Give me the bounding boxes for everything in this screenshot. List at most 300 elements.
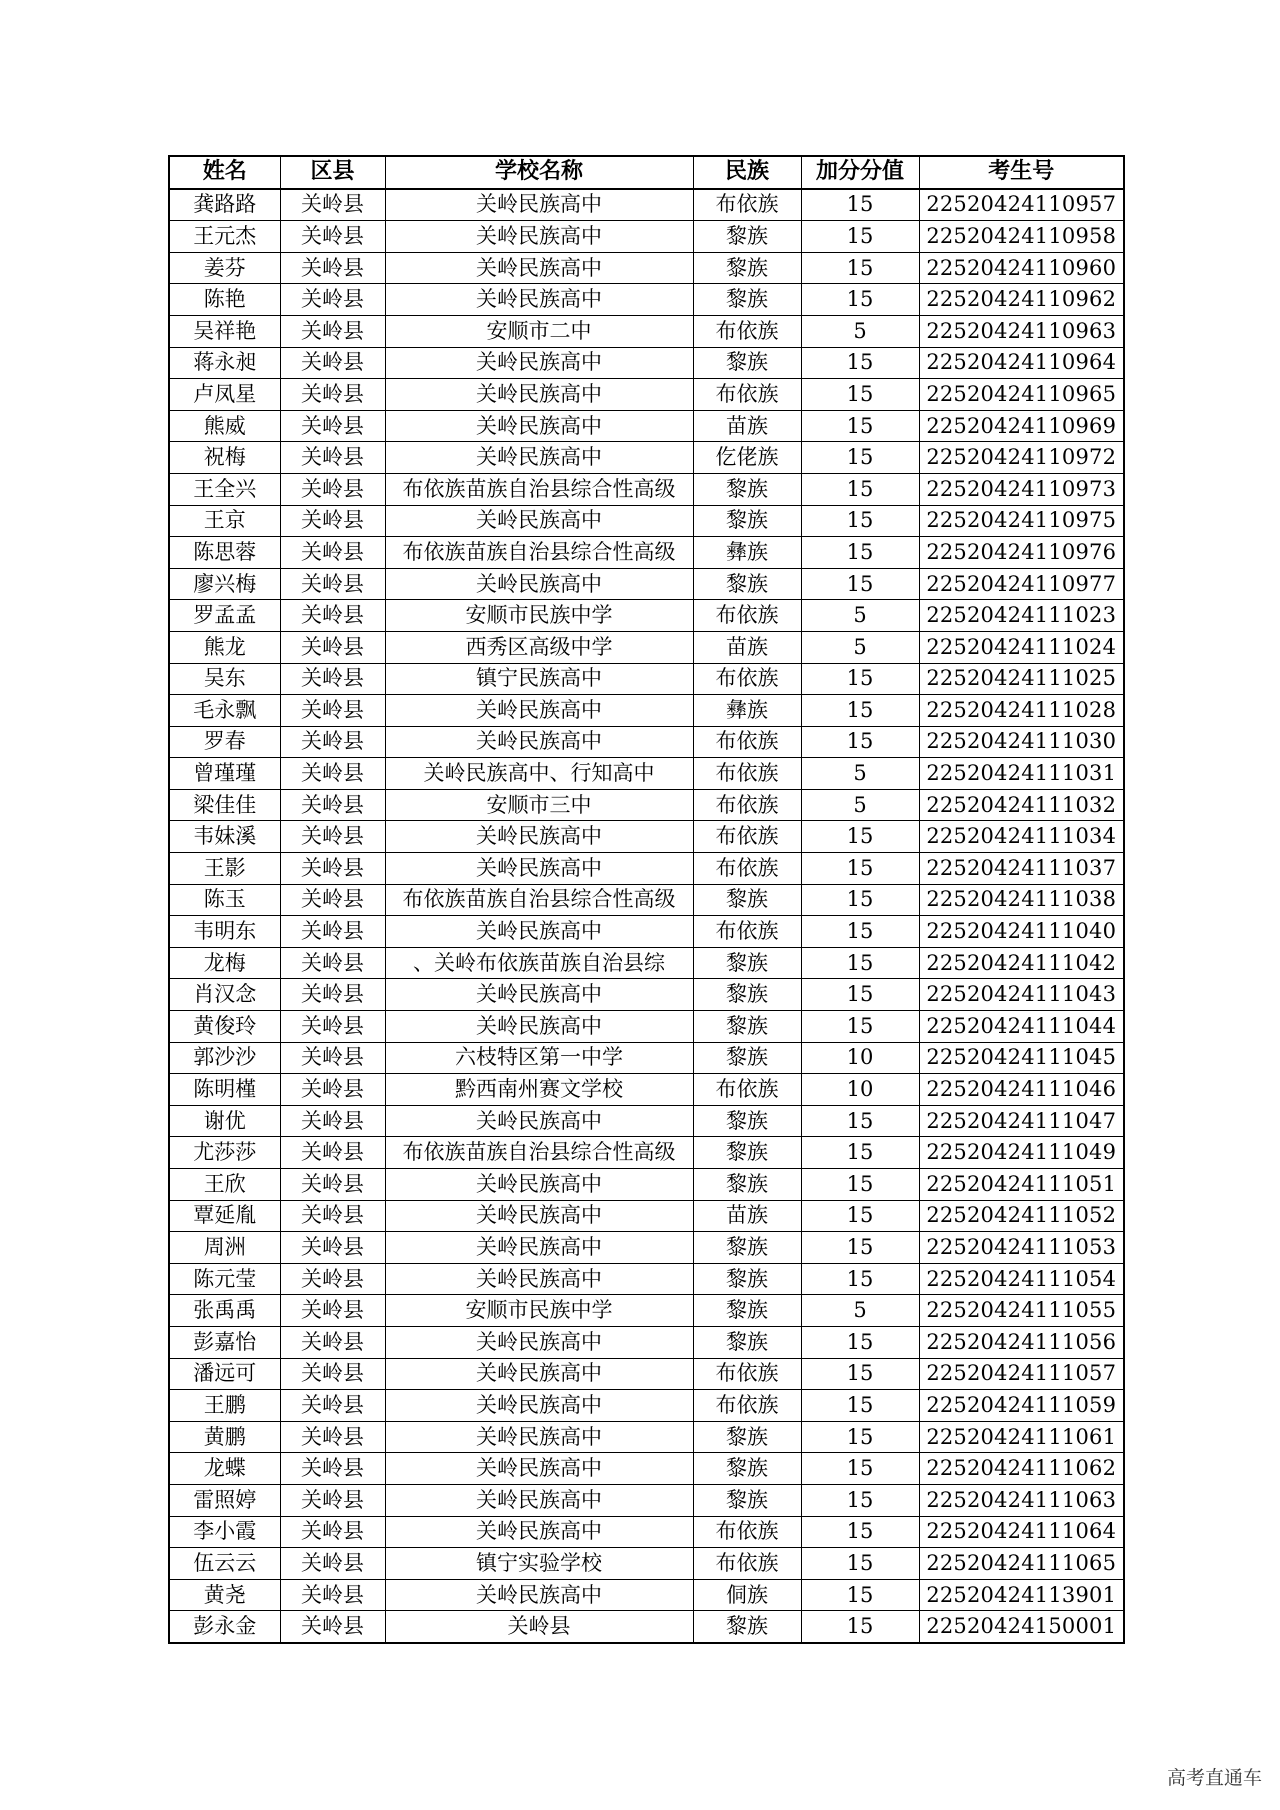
cell-county: 关岭县: [280, 347, 385, 379]
cell-county: 关岭县: [280, 1611, 385, 1643]
cell-exam-number: 22520424111055: [919, 1295, 1124, 1327]
cell-ethnicity: 苗族: [693, 1200, 801, 1232]
cell-ethnicity: 黎族: [693, 1042, 801, 1074]
cell-bonus-points: 5: [801, 631, 919, 663]
cell-school: 关岭民族高中: [385, 379, 693, 411]
cell-bonus-points: 15: [801, 442, 919, 474]
cell-school: 布依族苗族自治县综合性高级: [385, 537, 693, 569]
cell-school: 关岭民族高中: [385, 1011, 693, 1043]
table-row: [169, 1042, 1124, 1074]
cell-school: 安顺市二中: [385, 315, 693, 347]
table-row: [169, 1579, 1124, 1611]
cell-school: 关岭民族高中: [385, 979, 693, 1011]
cell-name: 肖汉念: [169, 979, 280, 1011]
cell-bonus-points: 15: [801, 1579, 919, 1611]
cell-ethnicity: 布依族: [693, 1390, 801, 1422]
cell-ethnicity: 黎族: [693, 1611, 801, 1643]
table-row: [169, 1358, 1124, 1390]
cell-school: 关岭民族高中: [385, 189, 693, 221]
cell-ethnicity: 黎族: [693, 1421, 801, 1453]
cell-bonus-points: 15: [801, 1105, 919, 1137]
cell-county: 关岭县: [280, 221, 385, 253]
table-row: [169, 916, 1124, 948]
cell-bonus-points: 15: [801, 1263, 919, 1295]
cell-ethnicity: 黎族: [693, 1169, 801, 1201]
cell-bonus-points: 15: [801, 473, 919, 505]
cell-school: 关岭民族高中: [385, 442, 693, 474]
table-row: [169, 947, 1124, 979]
cell-ethnicity: 布依族: [693, 1548, 801, 1580]
cell-county: 关岭县: [280, 1548, 385, 1580]
cell-name: 王全兴: [169, 473, 280, 505]
header-exam-number: 考生号: [919, 156, 1124, 189]
cell-exam-number: 22520424110977: [919, 568, 1124, 600]
header-school: 学校名称: [385, 156, 693, 189]
cell-school: 关岭民族高中: [385, 221, 693, 253]
table-row: [169, 442, 1124, 474]
table-row: [169, 663, 1124, 695]
cell-exam-number: 22520424111032: [919, 789, 1124, 821]
cell-exam-number: 22520424111024: [919, 631, 1124, 663]
cell-school: 关岭民族高中: [385, 347, 693, 379]
cell-name: 郭沙沙: [169, 1042, 280, 1074]
cell-school: 关岭民族高中: [385, 284, 693, 316]
cell-bonus-points: 15: [801, 1200, 919, 1232]
table-row: [169, 1326, 1124, 1358]
cell-name: 王京: [169, 505, 280, 537]
cell-name: 彭嘉怡: [169, 1326, 280, 1358]
cell-ethnicity: 黎族: [693, 347, 801, 379]
cell-school: 关岭民族高中: [385, 1326, 693, 1358]
cell-bonus-points: 15: [801, 1453, 919, 1485]
cell-county: 关岭县: [280, 1326, 385, 1358]
cell-ethnicity: 黎族: [693, 252, 801, 284]
cell-ethnicity: 苗族: [693, 631, 801, 663]
cell-name: 姜芬: [169, 252, 280, 284]
cell-name: 曾瑾瑾: [169, 758, 280, 790]
cell-name: 周洲: [169, 1232, 280, 1264]
cell-ethnicity: 黎族: [693, 884, 801, 916]
cell-ethnicity: 黎族: [693, 1295, 801, 1327]
cell-exam-number: 22520424111023: [919, 600, 1124, 632]
cell-name: 罗春: [169, 726, 280, 758]
cell-bonus-points: 15: [801, 1548, 919, 1580]
cell-ethnicity: 黎族: [693, 568, 801, 600]
table-row: [169, 1232, 1124, 1264]
cell-bonus-points: 15: [801, 252, 919, 284]
cell-school: 安顺市民族中学: [385, 1295, 693, 1327]
cell-name: 吴东: [169, 663, 280, 695]
cell-exam-number: 22520424111063: [919, 1484, 1124, 1516]
cell-bonus-points: 15: [801, 347, 919, 379]
cell-school: 安顺市民族中学: [385, 600, 693, 632]
cell-name: 谢优: [169, 1105, 280, 1137]
cell-county: 关岭县: [280, 442, 385, 474]
cell-school: 关岭民族高中: [385, 853, 693, 885]
cell-school: 关岭民族高中: [385, 252, 693, 284]
cell-county: 关岭县: [280, 789, 385, 821]
cell-county: 关岭县: [280, 1421, 385, 1453]
table-row: [169, 347, 1124, 379]
table-row: [169, 315, 1124, 347]
cell-exam-number: 22520424110976: [919, 537, 1124, 569]
cell-exam-number: 22520424111037: [919, 853, 1124, 885]
table-row: [169, 600, 1124, 632]
table-row: [169, 252, 1124, 284]
cell-name: 王鹏: [169, 1390, 280, 1422]
cell-ethnicity: 黎族: [693, 1263, 801, 1295]
cell-school: 关岭民族高中: [385, 1105, 693, 1137]
cell-ethnicity: 黎族: [693, 947, 801, 979]
cell-name: 王欣: [169, 1169, 280, 1201]
cell-bonus-points: 5: [801, 758, 919, 790]
cell-ethnicity: 布依族: [693, 1074, 801, 1106]
cell-county: 关岭县: [280, 1484, 385, 1516]
cell-county: 关岭县: [280, 695, 385, 727]
cell-name: 伍云云: [169, 1548, 280, 1580]
table-row: [169, 1200, 1124, 1232]
cell-name: 蒋永昶: [169, 347, 280, 379]
cell-school: 关岭民族高中: [385, 821, 693, 853]
cell-name: 廖兴梅: [169, 568, 280, 600]
table-row: [169, 1074, 1124, 1106]
cell-ethnicity: 黎族: [693, 505, 801, 537]
cell-exam-number: 22520424111028: [919, 695, 1124, 727]
cell-exam-number: 22520424111031: [919, 758, 1124, 790]
cell-county: 关岭县: [280, 1390, 385, 1422]
cell-bonus-points: 15: [801, 663, 919, 695]
cell-county: 关岭县: [280, 1169, 385, 1201]
cell-name: 李小霞: [169, 1516, 280, 1548]
cell-exam-number: 22520424111045: [919, 1042, 1124, 1074]
cell-name: 陈明槿: [169, 1074, 280, 1106]
cell-county: 关岭县: [280, 1453, 385, 1485]
cell-exam-number: 22520424111054: [919, 1263, 1124, 1295]
cell-exam-number: 22520424111061: [919, 1421, 1124, 1453]
table-row: [169, 221, 1124, 253]
cell-bonus-points: 15: [801, 1232, 919, 1264]
cell-bonus-points: 15: [801, 884, 919, 916]
cell-ethnicity: 黎族: [693, 1105, 801, 1137]
cell-county: 关岭县: [280, 537, 385, 569]
cell-exam-number: 22520424110960: [919, 252, 1124, 284]
cell-ethnicity: 布依族: [693, 789, 801, 821]
cell-county: 关岭县: [280, 410, 385, 442]
cell-school: 关岭县: [385, 1611, 693, 1643]
cell-name: 陈元莹: [169, 1263, 280, 1295]
cell-county: 关岭县: [280, 947, 385, 979]
watermark-text: 高考直通车: [1166, 1767, 1262, 1789]
cell-exam-number: 22520424110958: [919, 221, 1124, 253]
cell-school: 关岭民族高中: [385, 1232, 693, 1264]
cell-bonus-points: 15: [801, 1011, 919, 1043]
cell-bonus-points: 15: [801, 1326, 919, 1358]
cell-ethnicity: 布依族: [693, 189, 801, 221]
cell-exam-number: 22520424111047: [919, 1105, 1124, 1137]
cell-ethnicity: 布依族: [693, 1516, 801, 1548]
cell-school: 关岭民族高中: [385, 695, 693, 727]
table-row: [169, 537, 1124, 569]
cell-bonus-points: 15: [801, 853, 919, 885]
cell-county: 关岭县: [280, 758, 385, 790]
table-row: [169, 758, 1124, 790]
cell-county: 关岭县: [280, 979, 385, 1011]
table-row: [169, 1105, 1124, 1137]
table-row: [169, 1548, 1124, 1580]
cell-school: 、关岭布依族苗族自治县综: [385, 947, 693, 979]
cell-bonus-points: 15: [801, 505, 919, 537]
header-ethnicity: 民族: [693, 156, 801, 189]
cell-county: 关岭县: [280, 600, 385, 632]
cell-exam-number: 22520424150001: [919, 1611, 1124, 1643]
cell-name: 龙梅: [169, 947, 280, 979]
cell-ethnicity: 布依族: [693, 726, 801, 758]
table-row: [169, 1011, 1124, 1043]
cell-school: 关岭民族高中: [385, 726, 693, 758]
cell-exam-number: 22520424111040: [919, 916, 1124, 948]
cell-bonus-points: 15: [801, 284, 919, 316]
cell-exam-number: 22520424111038: [919, 884, 1124, 916]
cell-ethnicity: 布依族: [693, 916, 801, 948]
table-row: [169, 853, 1124, 885]
cell-county: 关岭县: [280, 1295, 385, 1327]
cell-exam-number: 22520424111049: [919, 1137, 1124, 1169]
cell-school: 关岭民族高中: [385, 1358, 693, 1390]
cell-ethnicity: 黎族: [693, 473, 801, 505]
cell-ethnicity: 黎族: [693, 1484, 801, 1516]
table-row: [169, 1611, 1124, 1643]
cell-name: 潘远可: [169, 1358, 280, 1390]
cell-exam-number: 22520424111057: [919, 1358, 1124, 1390]
cell-county: 关岭县: [280, 1042, 385, 1074]
cell-school: 六枝特区第一中学: [385, 1042, 693, 1074]
table-row: [169, 1169, 1124, 1201]
cell-school: 关岭民族高中: [385, 1169, 693, 1201]
cell-bonus-points: 5: [801, 600, 919, 632]
header-name: 姓名: [169, 156, 280, 189]
cell-name: 王影: [169, 853, 280, 885]
cell-name: 龙蝶: [169, 1453, 280, 1485]
cell-ethnicity: 黎族: [693, 1453, 801, 1485]
cell-school: 关岭民族高中: [385, 505, 693, 537]
cell-ethnicity: 黎族: [693, 284, 801, 316]
cell-county: 关岭县: [280, 631, 385, 663]
cell-ethnicity: 黎族: [693, 1326, 801, 1358]
cell-school: 关岭民族高中: [385, 1263, 693, 1295]
cell-name: 王元杰: [169, 221, 280, 253]
cell-bonus-points: 15: [801, 1484, 919, 1516]
cell-bonus-points: 15: [801, 537, 919, 569]
cell-bonus-points: 15: [801, 821, 919, 853]
cell-school: 镇宁实验学校: [385, 1548, 693, 1580]
cell-name: 黄鹏: [169, 1421, 280, 1453]
cell-ethnicity: 仡佬族: [693, 442, 801, 474]
table-row: [169, 884, 1124, 916]
cell-exam-number: 22520424110973: [919, 473, 1124, 505]
table-row: [169, 473, 1124, 505]
cell-name: 陈思蓉: [169, 537, 280, 569]
cell-ethnicity: 布依族: [693, 1358, 801, 1390]
cell-school: 关岭民族高中: [385, 1453, 693, 1485]
table-row: [169, 821, 1124, 853]
cell-ethnicity: 彝族: [693, 695, 801, 727]
cell-ethnicity: 黎族: [693, 1137, 801, 1169]
cell-school: 安顺市三中: [385, 789, 693, 821]
cell-county: 关岭县: [280, 1074, 385, 1106]
cell-ethnicity: 布依族: [693, 853, 801, 885]
table-row: [169, 1390, 1124, 1422]
cell-name: 陈玉: [169, 884, 280, 916]
cell-exam-number: 22520424111043: [919, 979, 1124, 1011]
cell-bonus-points: 10: [801, 1042, 919, 1074]
cell-name: 黄尧: [169, 1579, 280, 1611]
cell-exam-number: 22520424110972: [919, 442, 1124, 474]
cell-ethnicity: 布依族: [693, 663, 801, 695]
cell-name: 彭永金: [169, 1611, 280, 1643]
cell-name: 吴祥艳: [169, 315, 280, 347]
cell-county: 关岭县: [280, 473, 385, 505]
cell-exam-number: 22520424110969: [919, 410, 1124, 442]
cell-name: 梁佳佳: [169, 789, 280, 821]
cell-ethnicity: 布依族: [693, 600, 801, 632]
cell-name: 毛永飘: [169, 695, 280, 727]
cell-bonus-points: 5: [801, 315, 919, 347]
cell-name: 韦妹溪: [169, 821, 280, 853]
cell-bonus-points: 15: [801, 221, 919, 253]
cell-school: 镇宁民族高中: [385, 663, 693, 695]
cell-bonus-points: 15: [801, 568, 919, 600]
cell-ethnicity: 黎族: [693, 1232, 801, 1264]
cell-county: 关岭县: [280, 252, 385, 284]
cell-name: 雷照婷: [169, 1484, 280, 1516]
cell-bonus-points: 15: [801, 726, 919, 758]
header-county: 区县: [280, 156, 385, 189]
cell-exam-number: 22520424110957: [919, 189, 1124, 221]
cell-exam-number: 22520424111044: [919, 1011, 1124, 1043]
table-row: [169, 1137, 1124, 1169]
cell-county: 关岭县: [280, 1105, 385, 1137]
cell-bonus-points: 15: [801, 1358, 919, 1390]
cell-name: 陈艳: [169, 284, 280, 316]
cell-ethnicity: 布依族: [693, 379, 801, 411]
cell-name: 黄俊玲: [169, 1011, 280, 1043]
cell-exam-number: 22520424111034: [919, 821, 1124, 853]
cell-name: 韦明东: [169, 916, 280, 948]
cell-exam-number: 22520424110975: [919, 505, 1124, 537]
cell-school: 关岭民族高中: [385, 1390, 693, 1422]
cell-school: 关岭民族高中: [385, 1421, 693, 1453]
cell-ethnicity: 彝族: [693, 537, 801, 569]
cell-county: 关岭县: [280, 916, 385, 948]
cell-school: 关岭民族高中: [385, 1516, 693, 1548]
cell-county: 关岭县: [280, 1200, 385, 1232]
cell-ethnicity: 侗族: [693, 1579, 801, 1611]
cell-bonus-points: 15: [801, 1421, 919, 1453]
table-row: [169, 1516, 1124, 1548]
cell-school: 关岭民族高中: [385, 1579, 693, 1611]
table-row: [169, 1421, 1124, 1453]
cell-school: 关岭民族高中: [385, 410, 693, 442]
cell-exam-number: 22520424111051: [919, 1169, 1124, 1201]
cell-county: 关岭县: [280, 853, 385, 885]
cell-school: 布依族苗族自治县综合性高级: [385, 473, 693, 505]
cell-exam-number: 22520424111064: [919, 1516, 1124, 1548]
cell-exam-number: 22520424111065: [919, 1548, 1124, 1580]
cell-bonus-points: 15: [801, 379, 919, 411]
cell-ethnicity: 布依族: [693, 821, 801, 853]
cell-county: 关岭县: [280, 1516, 385, 1548]
cell-school: 黔西南州赛文学校: [385, 1074, 693, 1106]
cell-ethnicity: 苗族: [693, 410, 801, 442]
cell-bonus-points: 15: [801, 189, 919, 221]
cell-bonus-points: 15: [801, 916, 919, 948]
table-row: [169, 1453, 1124, 1485]
cell-county: 关岭县: [280, 315, 385, 347]
cell-county: 关岭县: [280, 1232, 385, 1264]
cell-bonus-points: 5: [801, 789, 919, 821]
cell-name: 张禹禹: [169, 1295, 280, 1327]
cell-bonus-points: 5: [801, 1295, 919, 1327]
table-row: [169, 379, 1124, 411]
cell-ethnicity: 布依族: [693, 315, 801, 347]
cell-exam-number: 22520424111042: [919, 947, 1124, 979]
cell-school: 布依族苗族自治县综合性高级: [385, 884, 693, 916]
cell-ethnicity: 布依族: [693, 758, 801, 790]
cell-county: 关岭县: [280, 1579, 385, 1611]
cell-bonus-points: 15: [801, 1390, 919, 1422]
cell-exam-number: 22520424110964: [919, 347, 1124, 379]
cell-exam-number: 22520424111059: [919, 1390, 1124, 1422]
cell-school: 关岭民族高中: [385, 916, 693, 948]
cell-school: 关岭民族高中: [385, 1200, 693, 1232]
cell-bonus-points: 15: [801, 410, 919, 442]
cell-exam-number: 22520424113901: [919, 1579, 1124, 1611]
cell-school: 西秀区高级中学: [385, 631, 693, 663]
cell-name: 罗孟孟: [169, 600, 280, 632]
cell-county: 关岭县: [280, 505, 385, 537]
cell-exam-number: 22520424110965: [919, 379, 1124, 411]
cell-exam-number: 22520424111046: [919, 1074, 1124, 1106]
table-row: [169, 505, 1124, 537]
table-row: [169, 189, 1124, 221]
cell-school: 关岭民族高中: [385, 568, 693, 600]
cell-bonus-points: 15: [801, 1516, 919, 1548]
cell-name: 龚路路: [169, 189, 280, 221]
cell-county: 关岭县: [280, 1263, 385, 1295]
cell-county: 关岭县: [280, 663, 385, 695]
cell-county: 关岭县: [280, 284, 385, 316]
cell-county: 关岭县: [280, 568, 385, 600]
cell-county: 关岭县: [280, 1011, 385, 1043]
cell-exam-number: 22520424111030: [919, 726, 1124, 758]
cell-exam-number: 22520424111052: [919, 1200, 1124, 1232]
cell-county: 关岭县: [280, 884, 385, 916]
cell-bonus-points: 10: [801, 1074, 919, 1106]
cell-school: 关岭民族高中: [385, 1484, 693, 1516]
cell-ethnicity: 黎族: [693, 979, 801, 1011]
table-row: [169, 726, 1124, 758]
cell-school: 关岭民族高中、行知高中: [385, 758, 693, 790]
cell-county: 关岭县: [280, 1137, 385, 1169]
cell-county: 关岭县: [280, 189, 385, 221]
cell-bonus-points: 15: [801, 1169, 919, 1201]
cell-county: 关岭县: [280, 821, 385, 853]
table-header-row: [169, 156, 1124, 189]
cell-exam-number: 22520424111025: [919, 663, 1124, 695]
cell-bonus-points: 15: [801, 1611, 919, 1643]
cell-county: 关岭县: [280, 1358, 385, 1390]
cell-exam-number: 22520424111053: [919, 1232, 1124, 1264]
